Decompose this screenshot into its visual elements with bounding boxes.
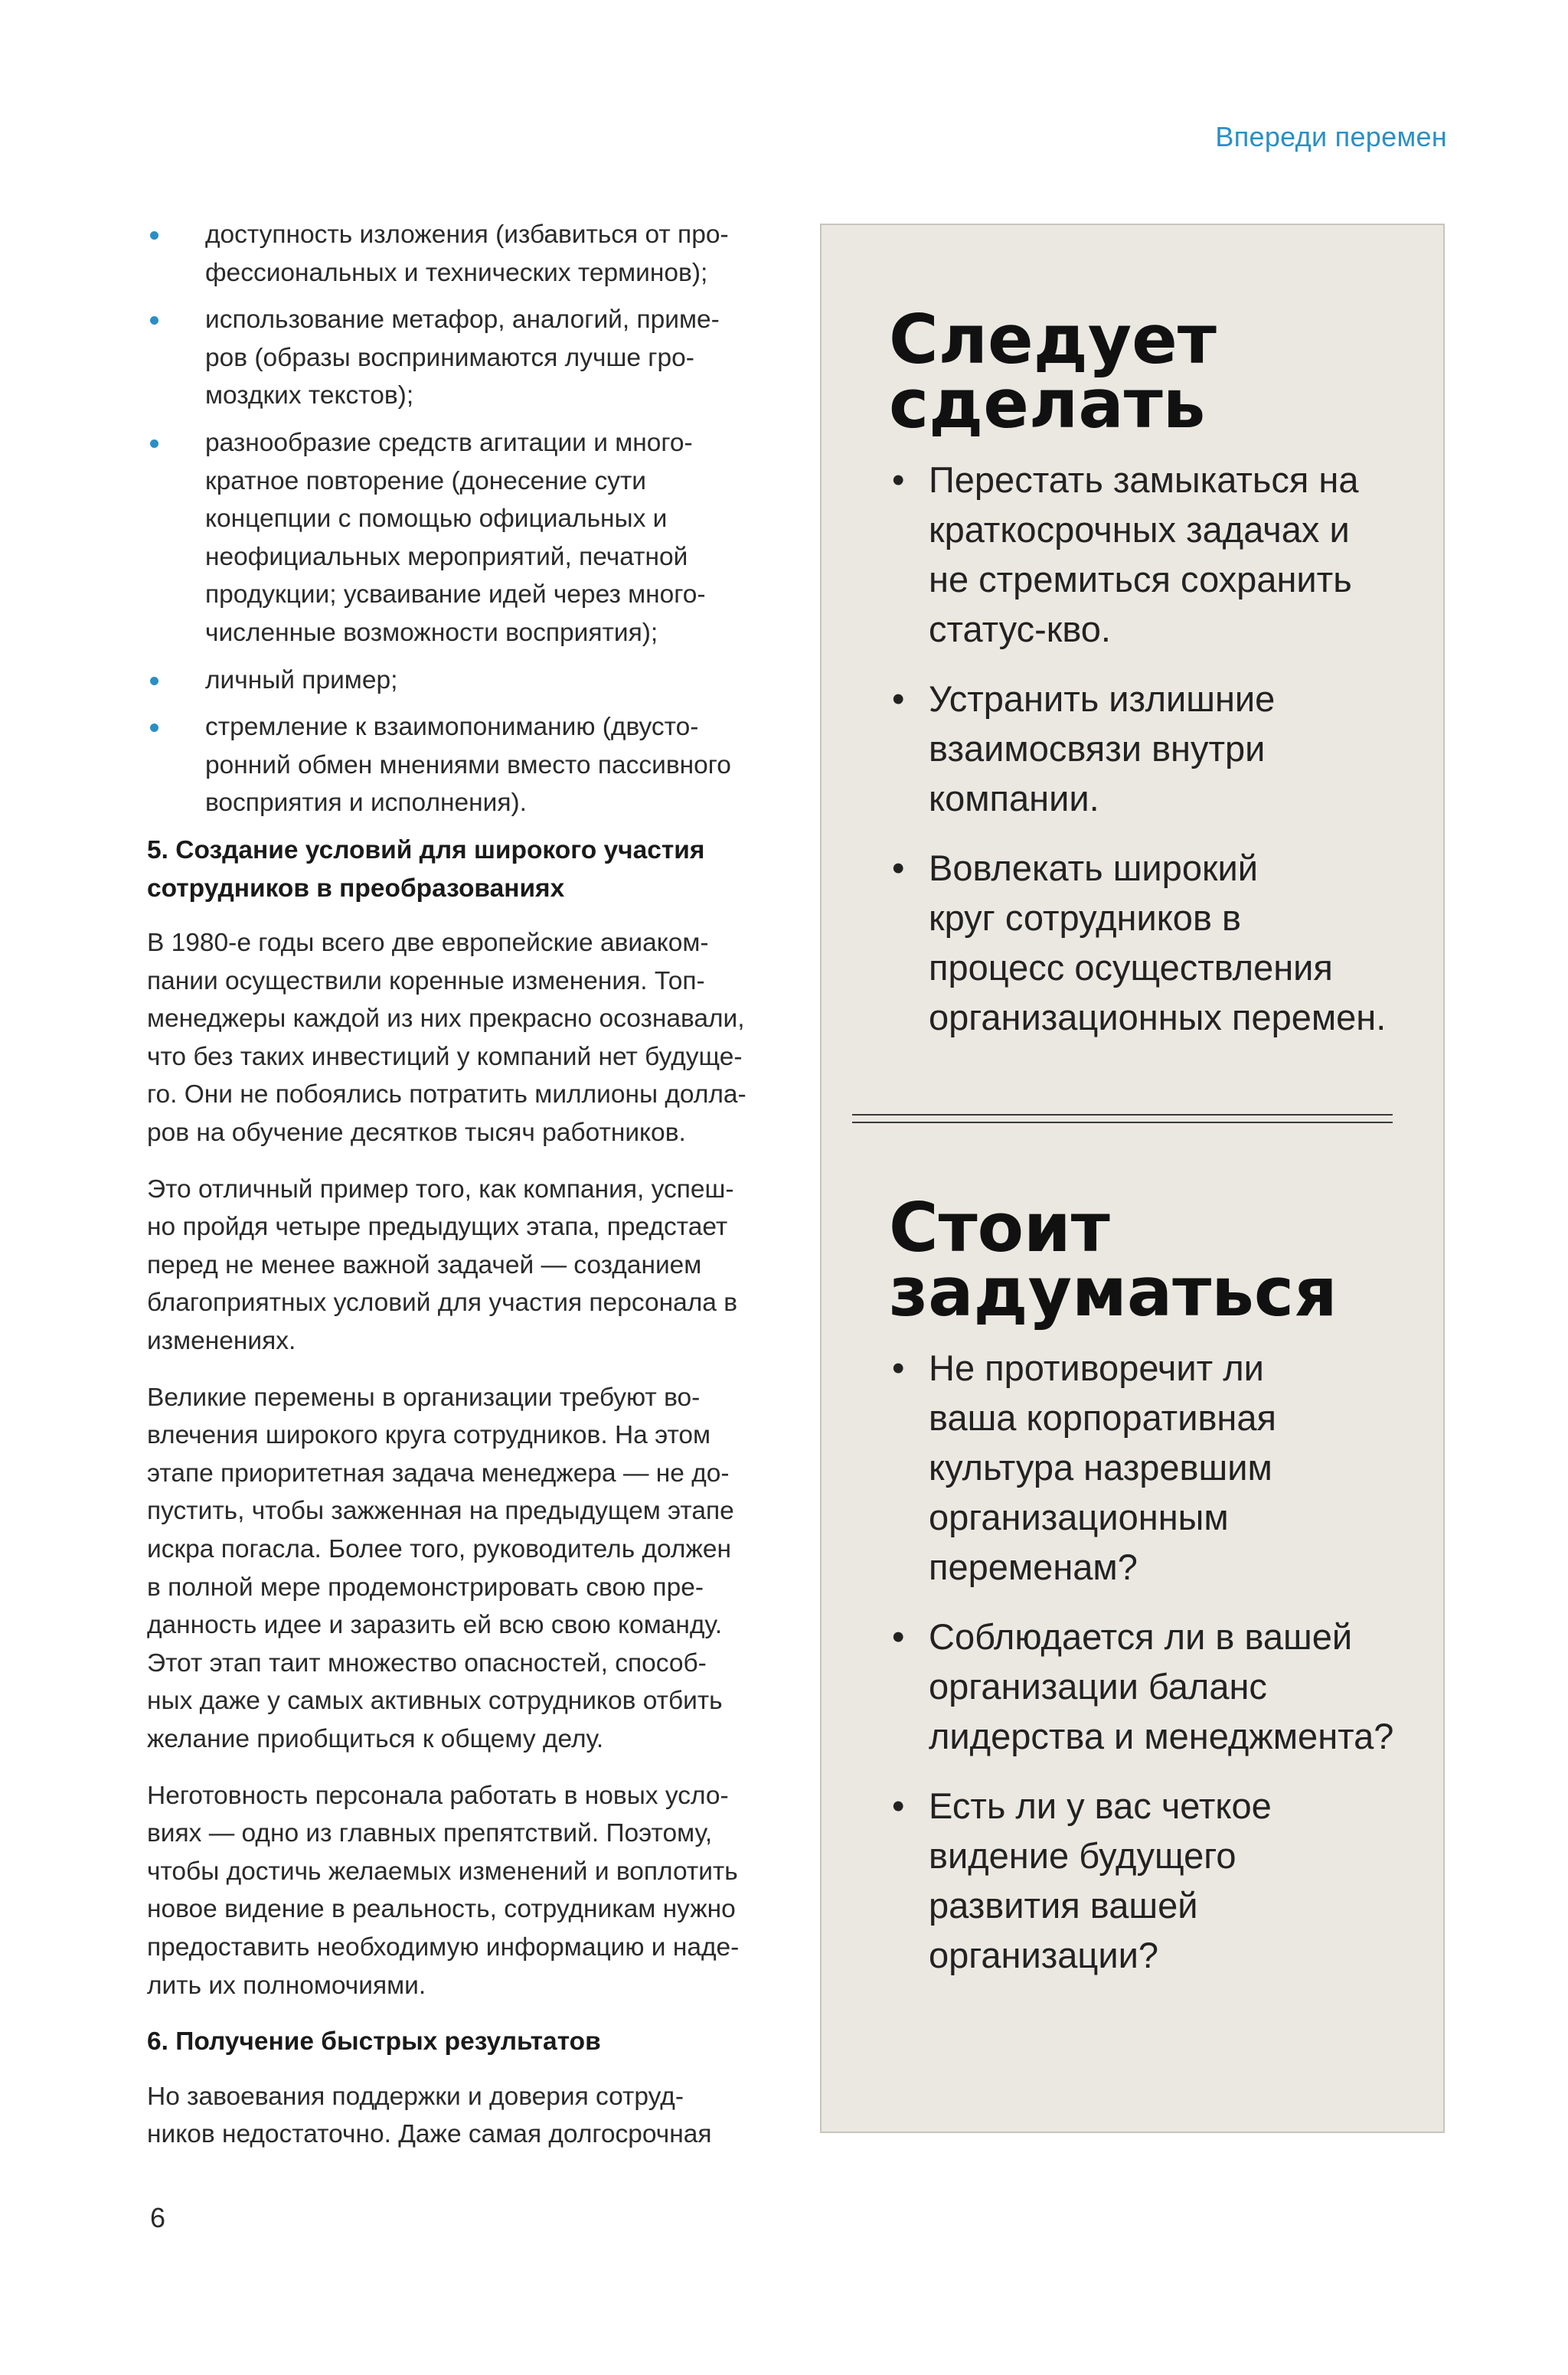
bullet-line: стремление к взаимопониманию (двусто- [205,713,699,742]
paragraph: Это отличный пример того, как компания, успеш- но пройдя четыре предыдущих этапа, предстает перед не менее важной задачей — созданием благоприятных условий для участия персонала в изменениях. [147,1174,737,1356]
bullet-line: моздких текстов); [205,381,414,410]
consider-item: • Есть ли у вас четкое видение будущего развития вашей организации? [889,1781,1425,1980]
consider-item: • Не противоречит ли ваша корпоративная культура назревшим организационным переменам? [889,1343,1425,1592]
bullet-item [147,301,779,415]
bullet-line: ров (образы воспринимаются лучше гро- [205,343,694,372]
do-item: • Перестать замыкаться на краткосрочных задачах и не стремиться сохранить статус-кво. [889,455,1425,654]
do-item: • Вовлекать широкий круг сотрудников в процесс осуществления организационных перемен. [889,843,1425,1042]
page-number: 6 [150,2202,166,2233]
do-item: • Устранить излишние взаимосвязи внутри компании. [889,674,1425,823]
do-list [889,455,1425,1062]
paragraph: Но завоевания поддержки и доверия сотруд- ников недостаточно. Даже самая долгосрочная [147,2082,712,2149]
bullet-icon: • [892,848,905,888]
bullet-icon: • [892,459,905,500]
bullet-dot-icon [150,677,158,685]
bullet-line: восприятия и исполнения). [205,789,527,818]
bullet-item [147,708,779,822]
paragraph: В 1980-е годы всего две европейские авиаком- пании осуществили коренные изменения. Топ- менеджеры каждой из них прекрасно осознавали, что без таких инвестиций у компаний нет будуще- го. Они не побоялись потратить миллионы долла- ров на обучение десятков тысяч работников. [147,929,746,1148]
sidebar-title-consider: Стоит задуматься [889,1188,1338,1331]
consider-item: • Соблюдается ли в вашей организации баланс лидерства и менеджмента? [889,1612,1425,1761]
bullet-dot-icon [150,724,158,732]
bullet-dot-icon [150,231,158,240]
bullet-line: продукции; усваивание идей через много- [205,580,706,609]
bullet-line: разнообразие средств агитации и много- [205,428,693,457]
bullet-line: личный пример; [205,665,398,694]
bullet-line: кратное повторение (донесение сути [205,466,646,495]
paragraph: Неготовность персонала работать в новых усло- виях — одно из главных препятствий. Поэтому, чтобы достичь желаемых изменений и воплотить новое видение в реальность, сотрудникам нужно предоставить необходимую информацию и наде- лить их полномочиями. [147,1781,740,2000]
paragraph: Великие перемены в организации требуют во- влечения широкого круга сотрудников. На этом этапе приоритетная задача менеджера — не до- пустить, чтобы зажженная на предыдущем этапе искра погасла. Более того, руководитель должен в полной мере продемонстрировать свою пре- данность идее и заразить ей всю свою команду. Этот этап таит множество опасностей, способ- ных даже у самых активных сотрудников отбить желание приобщиться к общему делу. [147,1383,734,1753]
bullet-line: использование метафор, аналогий, приме- [205,305,720,335]
bullet-icon: • [892,1616,905,1657]
running-title: Впереди перемен [1215,121,1447,152]
bullet-line: фессиональных и технических терминов); [205,258,708,287]
bullet-line: численные возможности восприятия); [205,618,658,647]
main-text-column [147,216,779,2172]
bullet-item [147,662,779,700]
bullet-line: неофициальных мероприятий, печатной [205,542,688,571]
consider-list [889,1343,1425,2000]
bullet-dot-icon [150,316,158,325]
bullet-item [147,216,779,292]
bullet-line: концепции с помощью официальных и [205,505,668,534]
bullet-list [147,216,779,822]
bullet-icon: • [892,1785,905,1826]
sidebar-title-do: Следует сделать [889,300,1217,443]
bullet-icon: • [892,1348,905,1388]
section-heading-5: 5. Создание условий для широкого участия сотрудников в преобразованиях [147,835,705,903]
bullet-dot-icon [150,439,158,448]
section-heading-6: 6. Получение быстрых результатов [147,2027,601,2056]
bullet-line: доступность изложения (избавиться от про- [205,221,729,249]
sidebar-box [820,224,1445,2133]
bullet-item [147,424,779,652]
double-rule-divider [852,1114,1393,1129]
bullet-icon: • [892,678,905,719]
bullet-line: ронний обмен мнениями вместо пассивного [205,750,731,779]
